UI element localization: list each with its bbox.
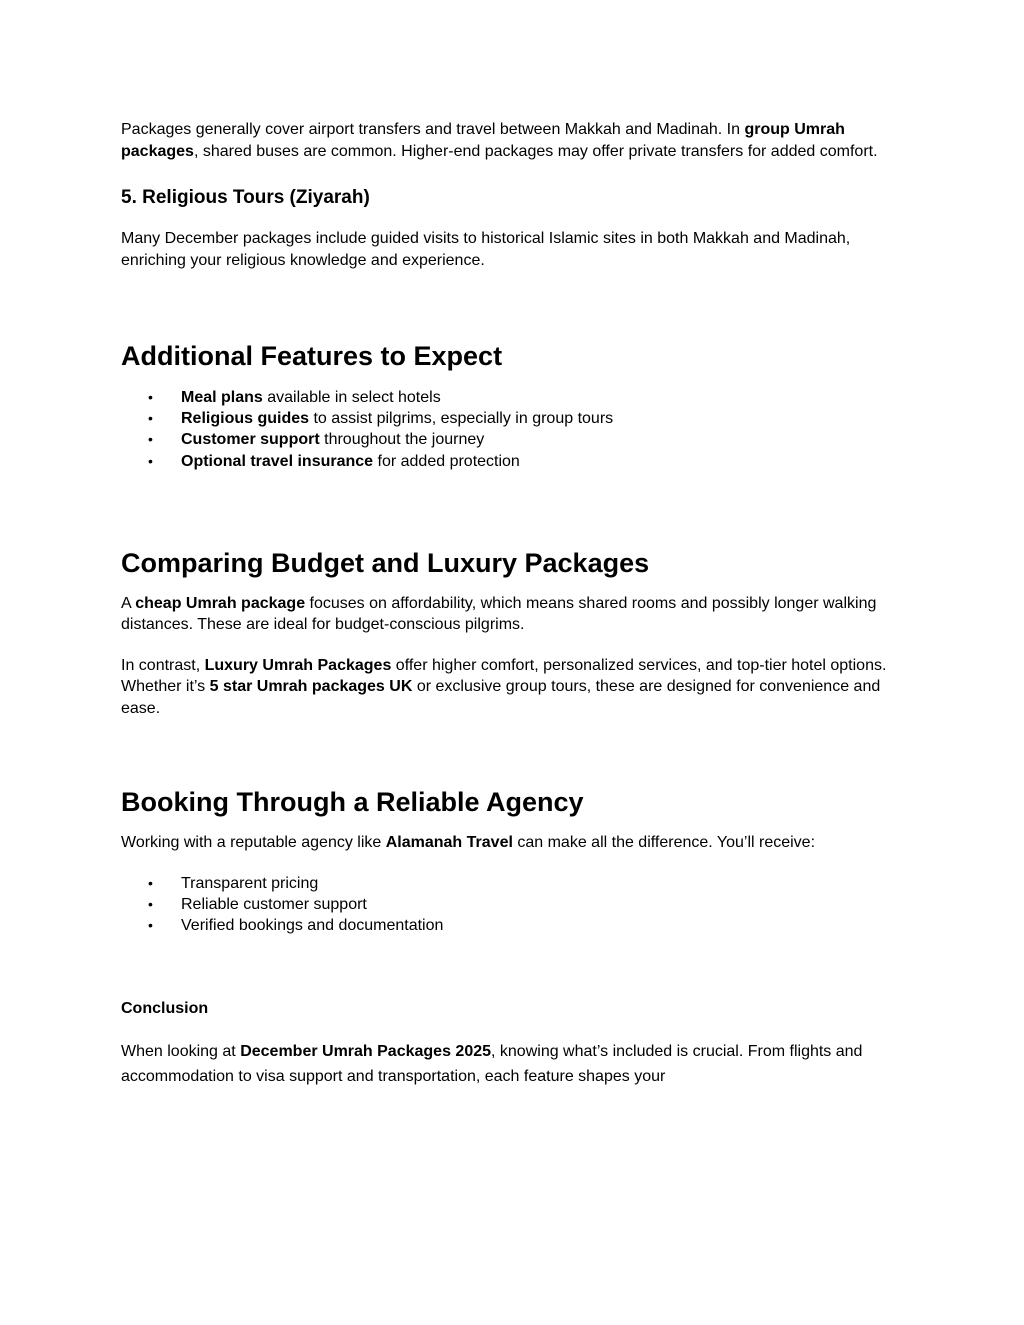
list-item: • Optional travel insurance for added protection: [121, 451, 911, 472]
list-item: • Customer support throughout the journey: [121, 429, 911, 450]
comparing-heading: Comparing Budget and Luxury Packages: [121, 547, 650, 578]
ziyarah-paragraph: Many December packages include guided visits to historical Islamic sites in both Makkah and Madinah, enriching your religious knowledge and experience.: [121, 230, 851, 269]
features-list: [121, 387, 911, 472]
comparing-paragraph-2: In contrast, Luxury Umrah Packages offer higher comfort, personalized services, and top-tier hotel options. Whether it’s 5 star Umrah packages UK or exclusive group tours, these are designed for convenience and ease.: [121, 656, 887, 717]
list-item: • Religious guides to assist pilgrims, especially in group tours: [121, 408, 911, 429]
bullet-icon: •: [148, 874, 153, 891]
alamanah-travel-bold: Alamanah Travel: [385, 834, 513, 852]
bullet-icon: •: [148, 896, 153, 913]
booking-paragraph: Working with a reputable agency like Alamanah Travel can make all the difference. You’ll receive:: [121, 834, 816, 852]
luxury-umrah-packages-bold: Luxury Umrah Packages: [204, 656, 392, 674]
bullet-icon: •: [148, 410, 153, 427]
cheap-umrah-package-bold: cheap Umrah package: [135, 594, 306, 612]
list-item: • Reliable customer support: [121, 894, 911, 915]
bullet-icon: •: [148, 431, 153, 448]
december-umrah-packages-bold: December Umrah Packages 2025: [240, 1043, 492, 1061]
document-page: [121, 119, 911, 1089]
conclusion-heading: Conclusion: [121, 1000, 209, 1018]
list-item: • Transparent pricing: [121, 873, 911, 894]
transfers-text-1: Packages generally cover airport transfers and travel between Makkah and Madinah. In: [121, 121, 745, 138]
features-heading: Additional Features to Expect: [121, 341, 503, 371]
ziyarah-heading: 5. Religious Tours (Ziyarah): [121, 187, 370, 208]
booking-heading: Booking Through a Reliable Agency: [121, 787, 584, 818]
conclusion-paragraph: When looking at December Umrah Packages 2025, knowing what’s included is crucial. From flights and accommodation to visa support and transportation, each feature shapes your: [121, 1043, 863, 1086]
list-item: • Meal plans available in select hotels: [121, 387, 911, 408]
booking-list: [121, 873, 911, 937]
transfers-text-2: , shared buses are common. Higher-end packages may offer private transfers for added comfort.: [193, 142, 878, 160]
comparing-paragraph-1: A cheap Umrah package focuses on affordability, which means shared rooms and possibly longer walking distances. These are ideal for budget-conscious pilgrims.: [121, 594, 877, 634]
group-umrah-packages-bold: group Umrah packages: [121, 121, 845, 160]
five-star-umrah-packages-bold: 5 star Umrah packages UK: [209, 678, 413, 696]
bullet-icon: •: [148, 917, 153, 934]
bullet-icon: •: [148, 389, 153, 405]
transfers-paragraph: [121, 119, 911, 162]
list-item: • Verified bookings and documentation: [121, 915, 911, 936]
bullet-icon: •: [148, 452, 153, 469]
